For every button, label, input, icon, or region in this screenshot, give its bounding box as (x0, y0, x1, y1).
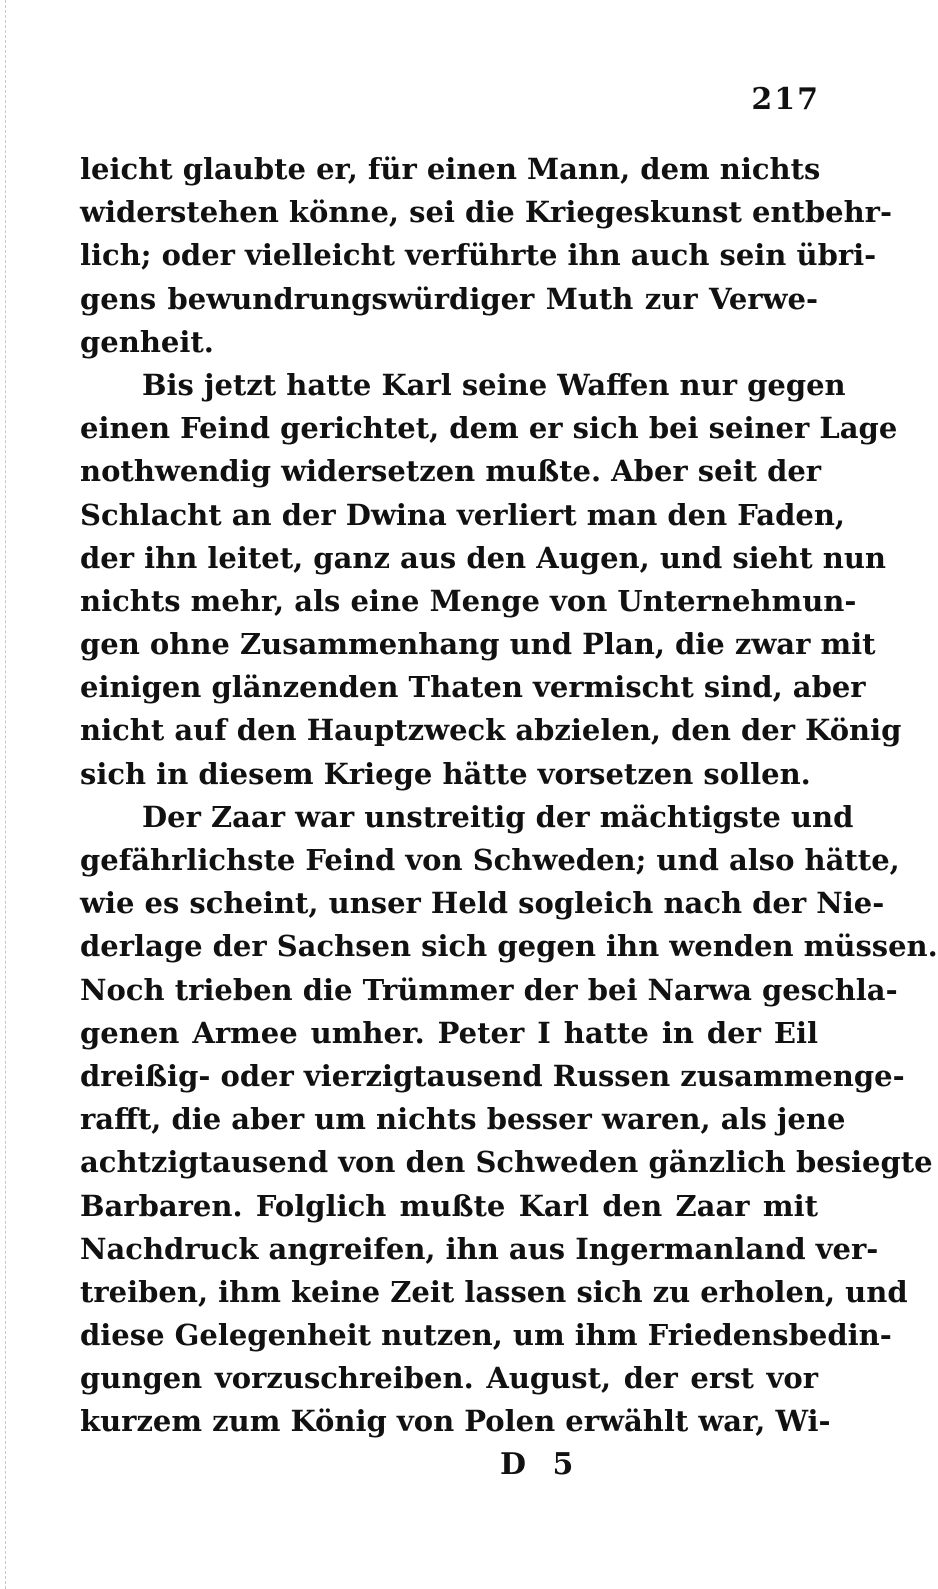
text-line: Bis jetzt hatte Karl seine Waffen nur gegen (142, 367, 846, 402)
text-line: dreißig- oder vierzigtausend Russen zusammenge- (80, 1058, 905, 1093)
text-line: gefährlichste Feind von Schweden; und also hätte, (80, 843, 900, 877)
text-line: rafft, die aber um nichts besser waren, als jene (80, 1102, 846, 1137)
text-line: treiben, ihm keine Zeit lassen sich zu erholen, und (80, 1274, 908, 1309)
text-line: Der Zaar war unstreitig der mächtigste und (142, 799, 854, 834)
text-line: Noch trieben die Trümmer der bei Narwa geschla- (80, 972, 898, 1007)
text-line: sich in diesem Kriege hätte vorsetzen sollen. (80, 756, 811, 791)
text-line: der ihn leitet, ganz aus den Augen, und sieht nun (80, 540, 886, 575)
text-line: lich; oder vielleicht verführte ihn auch sein übri- (80, 238, 877, 273)
text-line: genen Armee umher. Peter I hatte in der Eil (80, 1015, 818, 1050)
text-line: kurzem zum König von Polen erwählt war, Wi- (80, 1404, 831, 1439)
text-line: nichts mehr, als eine Menge von Unternehmun- (80, 583, 857, 618)
text-line: widerstehen könne, sei die Kriegeskunst entbehr- (80, 195, 892, 230)
text-line: achtzigtausend von den Schweden gänzlich besiegte (80, 1145, 933, 1180)
text-line: gens bewundrungswürdiger Muth zur Verwe- (80, 281, 818, 316)
text-line: wie es scheint, unser Held sogleich nach der Nie- (80, 886, 885, 921)
text-line: gen ohne Zusammenhang und Plan, die zwar mit (80, 627, 876, 662)
page-edge (0, 0, 6, 1589)
page-number: 217 (751, 82, 820, 117)
text-line: genheit. (80, 324, 214, 359)
text-line: Schlacht an der Dwina verliert man den Faden, (80, 497, 846, 532)
text-line: leicht glaubte er, für einen Mann, dem nichts (80, 152, 821, 186)
text-line: diese Gelegenheit nutzen, um ihm Friedensbedin- (80, 1318, 892, 1353)
body-text (80, 148, 938, 1444)
text-line: derlage der Sachsen sich gegen ihn wenden müssen. (80, 929, 938, 964)
text-line: gungen vorzuschreiben. August, der erst vor (80, 1361, 818, 1396)
text-line: einigen glänzenden Thaten vermischt sind, aber (80, 670, 866, 705)
text-line: Nachdruck angreifen, ihn aus Ingermanland ver- (80, 1231, 879, 1266)
text-line: einen Feind gerichtet, dem er sich bei seiner Lage (80, 411, 898, 446)
printer-signature-mark: D 5 (500, 1447, 582, 1482)
text-line: Barbaren. Folglich mußte Karl den Zaar mit (80, 1188, 818, 1223)
text-line: nicht auf den Hauptzweck abzielen, den der König (80, 713, 902, 748)
text-line: nothwendig widersetzen mußte. Aber seit der (80, 454, 822, 489)
